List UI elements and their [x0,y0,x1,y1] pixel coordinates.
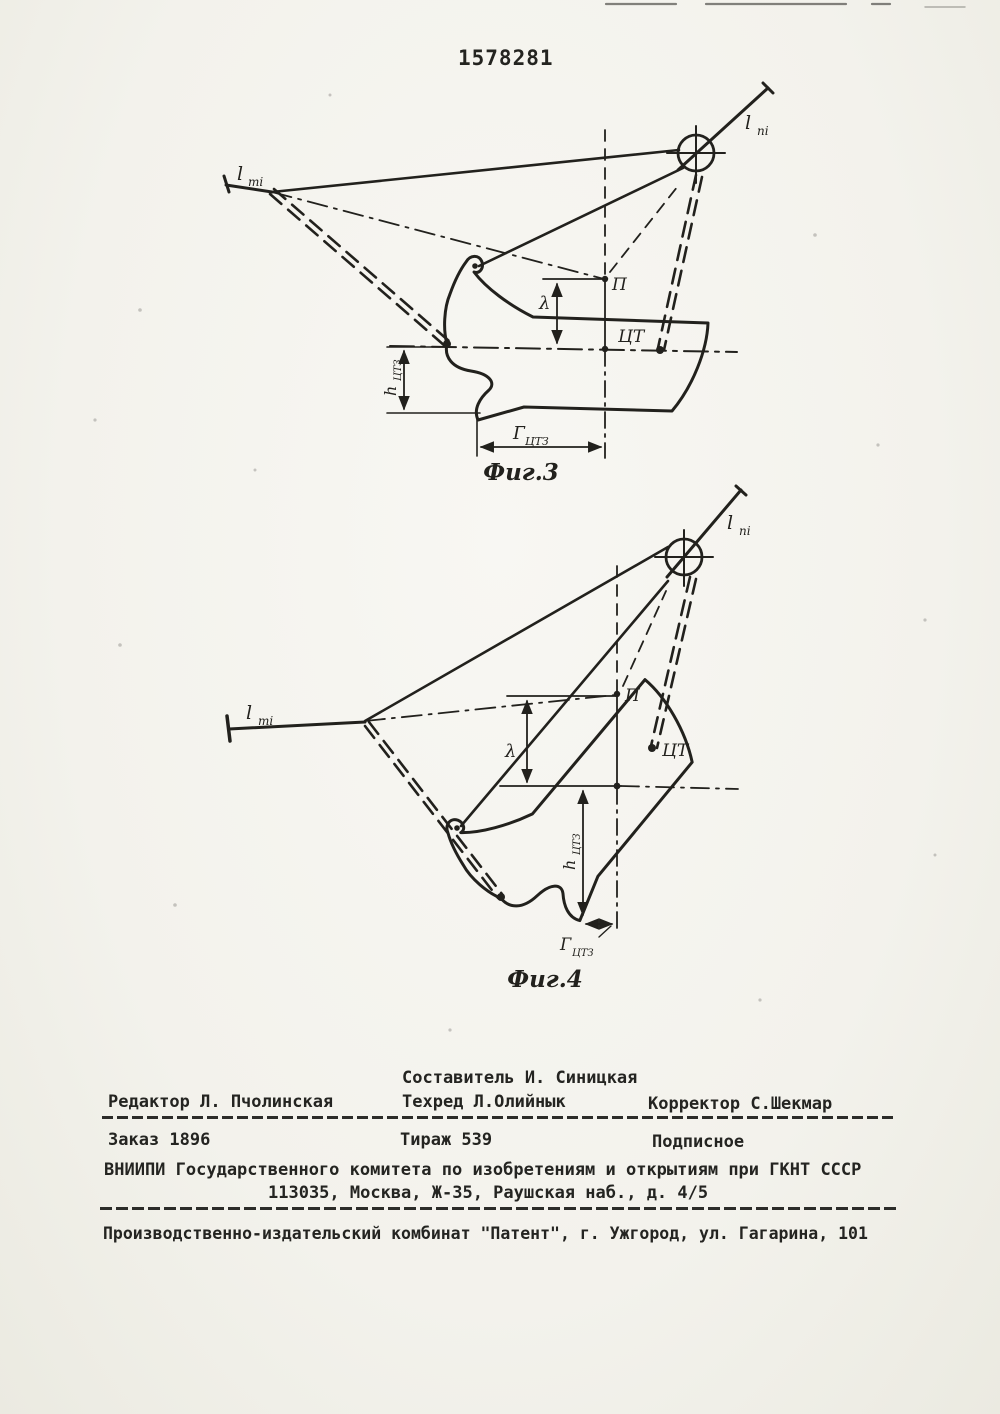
fig3-hoist-line [678,88,768,170]
imprint-order: Заказ 1896 [108,1130,211,1150]
imprint-corrector: Корректор С.Шекмар [648,1094,833,1114]
figure-4 [227,486,751,993]
imprint-separator-bottom [100,1207,897,1210]
svg-text:h: h [381,385,400,396]
svg-text:ЦТЗ: ЦТЗ [393,359,404,381]
imprint-separator-top [102,1116,894,1119]
fig4-bucket-outline [430,639,721,947]
fig4-attachment-dot [497,893,505,901]
imprint-editor: Редактор Л. Пчолинская [108,1092,334,1112]
fig4-pivot-dot [614,691,620,697]
fig3-link-dashed-a [270,194,445,346]
fig3-label-lti-sub: тi [248,175,264,189]
fig3-label-r: Г [513,423,525,444]
fig3-horizontal-centerline [390,346,737,352]
fig3-label-ct: ЦТ [618,327,645,347]
fig4-link-dashed-b [369,722,502,894]
fig4-label-ct: ЦТ [662,741,689,761]
fig4-ct-dot [648,744,656,752]
imprint-publisher: Производственно-издательский комбинат "Патент", г. Ужгород, ул. Гагарина, 101 [103,1224,868,1243]
figure-3 [224,83,773,486]
fig3-attachment-dot [443,340,451,348]
fig3-label-lpi-sub: пi [757,124,769,138]
fig3-bucket-outline [445,256,708,420]
fig4-label-lpi-sub: пi [739,524,751,538]
fig3-lug-dot [472,263,478,269]
paper-speckles [93,94,936,1032]
svg-text:h: h [560,859,579,870]
imprint-tirazh: Тираж 539 [400,1130,493,1150]
imprint-techred: Техред Л.Олийнык [402,1092,566,1112]
fig3-ct-dot [656,346,664,354]
fig4-label-lambda: λ [505,741,517,762]
fig4-dash-pivot-to-pulley [623,591,666,686]
fig3-link-dashed-b [274,189,449,341]
imprint-compiler: Составитель И. Синицкая [402,1068,638,1088]
fig4-label-lpi: l [727,512,734,534]
fig4-label-lti: l [246,702,253,724]
fig4-label-pivot: П [625,686,640,706]
fig4-label-r: Г [560,935,572,955]
patent-number: 1578281 [458,46,554,70]
fig4-caption: Фиг.4 [507,966,583,993]
fig4-r-leader-line [599,926,611,937]
fig3-label-lti: l [237,163,244,185]
fig4-label-h [560,833,583,870]
fig4-label-r-sub: ЦТЗ [572,948,594,959]
fig3-label-r-sub: ЦТЗ [525,435,549,448]
fig4-label-lti-sub: тi [258,714,274,728]
imprint-address: 113035, Москва, Ж-35, Раушская наб., д. 4/5 [268,1183,709,1203]
fig3-axis-dot [602,346,608,352]
fig3-line-anchor-to-pulley [272,150,679,192]
fig3-label-lambda: λ [539,293,551,314]
imprint-committee: ВНИИПИ Государственного комитета по изобретениям и открытиям при ГКНТ СССР [104,1160,862,1180]
fig4-hoist-dashed-a [651,577,690,746]
imprint-subscription: Подписное [652,1132,745,1152]
svg-text:ЦТЗ: ЦТЗ [572,833,583,855]
fig3-caption: Фиг.3 [483,459,559,486]
fig4-link-dashed-a [365,726,498,898]
fig3-line-pulley-to-lug [479,168,683,266]
fig3-centerline-anchor-to-pivot [272,192,604,279]
fig4-lug-dot [454,825,460,831]
fig3-label-h [381,359,404,396]
fig3-label-pivot: П [612,275,627,295]
fig4-axis-dot [614,783,621,790]
fig3-label-lpi: l [745,112,752,134]
scan-artifacts [606,4,965,7]
